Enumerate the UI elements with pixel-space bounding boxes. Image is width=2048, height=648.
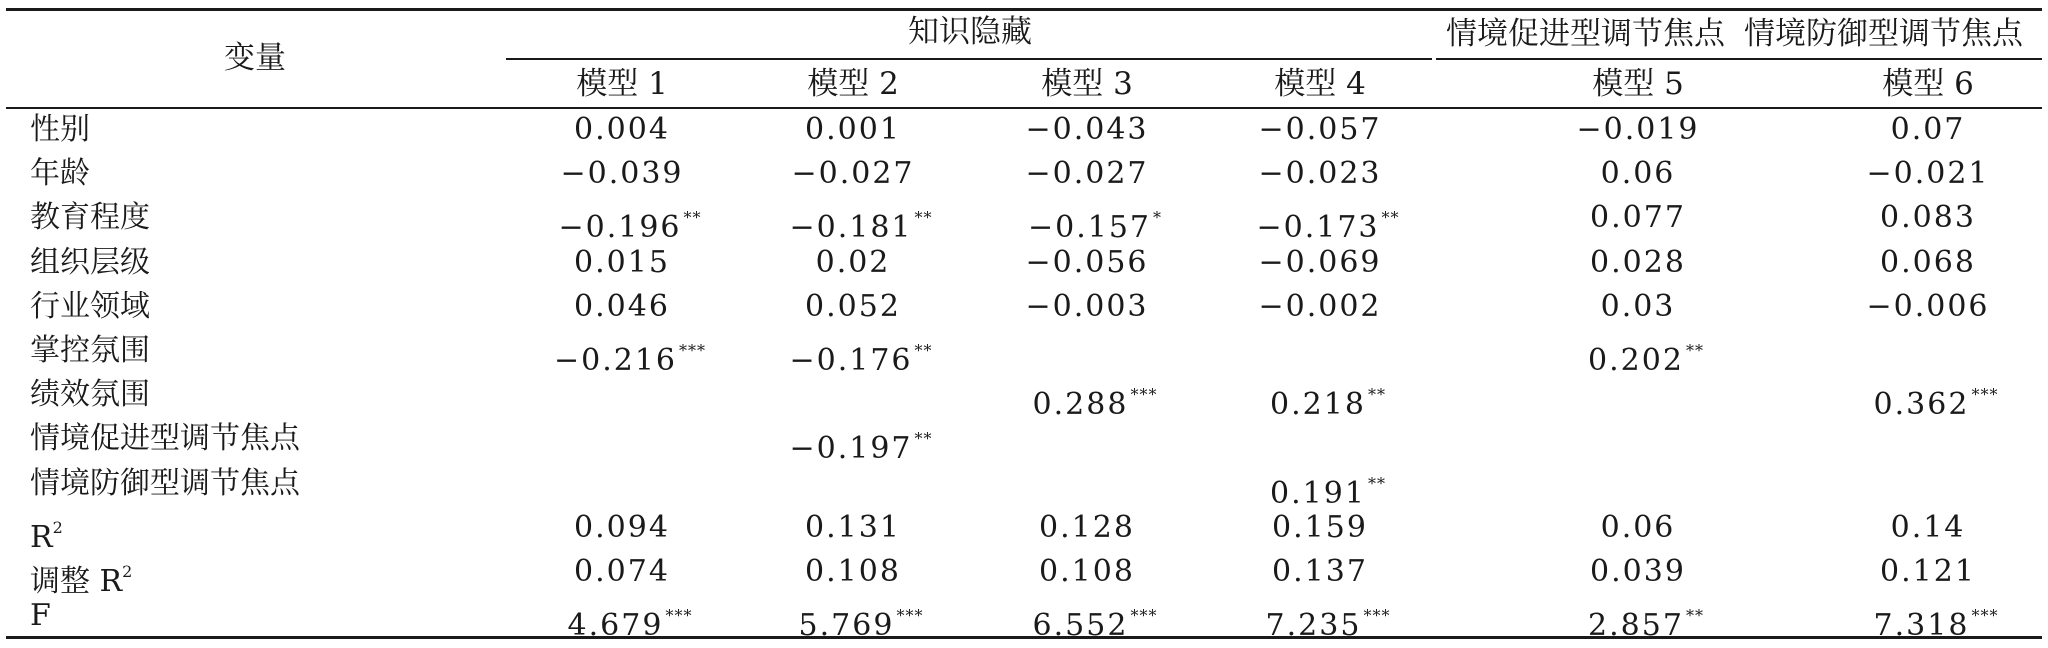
model-header-1: 模型 1 xyxy=(576,66,668,102)
table-cell: 0.218 ** xyxy=(1270,385,1386,423)
table-cell: −0.057 xyxy=(1258,112,1382,147)
table-cell: 0.131 xyxy=(805,509,901,545)
table-cell: −0.003 xyxy=(1025,288,1149,324)
model-header-3: 模型 3 xyxy=(1041,66,1133,102)
table-cell: −0.157 * xyxy=(1027,208,1163,246)
variable-header: 变量 xyxy=(224,40,286,76)
table-bottom-rule xyxy=(6,636,2042,639)
table-cell: 0.094 xyxy=(574,509,670,545)
table-cell: −0.039 xyxy=(560,156,684,192)
table-cell: −0.019 xyxy=(1576,112,1700,147)
table-cell: 0.159 xyxy=(1272,509,1368,545)
row-label: 教育程度 xyxy=(30,200,150,236)
row-label: 绩效氛围 xyxy=(30,377,150,413)
table-cell: 0.074 xyxy=(574,554,670,589)
table-cell: 0.077 xyxy=(1590,200,1686,236)
table-cell: −0.027 xyxy=(791,156,915,192)
row-label: 掌控氛围 xyxy=(30,333,150,368)
row-label: 情境防御型调节焦点 xyxy=(30,465,300,501)
table-cell: 7.318 *** xyxy=(1873,606,1999,644)
row-label: 组织层级 xyxy=(30,244,150,280)
table-cell: 0.039 xyxy=(1590,554,1686,589)
table-cell: 0.07 xyxy=(1890,112,1966,147)
table-cell: 2.857 ** xyxy=(1588,606,1704,644)
table-cell: 0.046 xyxy=(574,288,670,324)
table-cell: −0.196 ** xyxy=(558,208,702,246)
table-cell: −0.216 *** xyxy=(553,341,707,378)
model-header-6: 模型 6 xyxy=(1882,66,1974,102)
table-cell: 6.552 *** xyxy=(1032,606,1158,644)
table-cell: 0.015 xyxy=(574,244,670,280)
table-cell: 0.028 xyxy=(1590,244,1686,280)
table-cell: 0.14 xyxy=(1890,509,1966,545)
table-cell: −0.006 xyxy=(1866,288,1990,324)
table-cell: −0.069 xyxy=(1258,244,1382,280)
table-cell: −0.021 xyxy=(1866,156,1990,192)
table-cell: 7.235 *** xyxy=(1265,606,1391,644)
table-cell: 0.128 xyxy=(1039,509,1135,545)
table-cell: 0.068 xyxy=(1880,244,1976,280)
table-cell: 0.06 xyxy=(1600,509,1676,545)
table-cell: 0.362 *** xyxy=(1873,385,1999,423)
header-bottom-rule xyxy=(6,107,2042,109)
table-cell: 0.191 ** xyxy=(1270,473,1386,511)
table-cell: −0.027 xyxy=(1025,156,1149,192)
group23-underline xyxy=(1436,58,2042,60)
table-cell: 0.288 *** xyxy=(1032,385,1158,423)
group1-underline xyxy=(506,58,1432,60)
table-cell: 0.004 xyxy=(574,112,670,147)
group-knowledge-hiding: 知识隐藏 xyxy=(908,14,1032,50)
table-cell: −0.043 xyxy=(1025,112,1149,147)
row-label: 性别 xyxy=(30,112,90,147)
table-cell: 0.001 xyxy=(805,112,901,147)
table-cell: 0.052 xyxy=(805,288,901,324)
row-label: 调整 $R^2$ xyxy=(30,562,133,599)
row-label: F xyxy=(30,598,51,634)
table-cell: 0.108 xyxy=(1039,554,1135,589)
model-header-5: 模型 5 xyxy=(1592,66,1684,102)
table-cell: 0.083 xyxy=(1880,200,1976,236)
table-cell: −0.002 xyxy=(1258,288,1382,324)
table-cell: 0.06 xyxy=(1600,156,1676,192)
table-top-rule xyxy=(6,8,2042,11)
table-cell: 0.02 xyxy=(815,244,891,280)
row-label: $R^2$ xyxy=(30,517,63,555)
table-cell: 5.769 *** xyxy=(798,606,924,644)
group-promotion-focus: 情境促进型调节焦点 xyxy=(1446,16,1725,52)
model-header-2: 模型 2 xyxy=(807,66,899,102)
row-label: 年龄 xyxy=(30,156,90,192)
table-cell: 0.03 xyxy=(1600,288,1676,324)
table-cell: −0.197 ** xyxy=(789,429,933,467)
row-label: 行业领域 xyxy=(30,288,150,324)
table-cell: −0.023 xyxy=(1258,156,1382,192)
group-prevention-focus: 情境防御型调节焦点 xyxy=(1744,16,2023,52)
row-label: 情境促进型调节焦点 xyxy=(30,421,300,457)
model-header-4: 模型 4 xyxy=(1274,66,1366,102)
table-cell: 0.202 ** xyxy=(1588,341,1704,378)
table-cell: −0.181 ** xyxy=(789,208,933,246)
table-cell: 0.108 xyxy=(805,554,901,589)
table-cell: −0.173 ** xyxy=(1256,208,1400,246)
table-cell: −0.056 xyxy=(1025,244,1149,280)
table-cell: 0.121 xyxy=(1880,554,1976,589)
table-cell: 0.137 xyxy=(1272,554,1368,589)
table-cell: −0.176 ** xyxy=(789,341,933,378)
table-cell: 4.679 *** xyxy=(567,606,693,644)
